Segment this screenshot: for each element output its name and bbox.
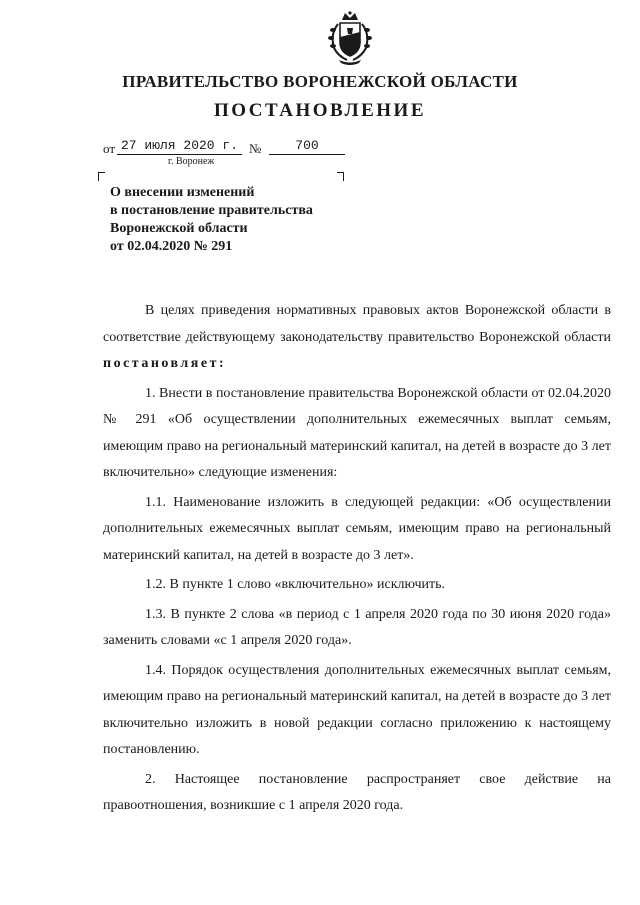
preamble-text: В целях приведения нормативных правовых актов Воронежской области в соответствие действующему законодательству правительство Воронежской области bbox=[103, 303, 611, 345]
resolves-keyword: постановляет: bbox=[103, 356, 227, 371]
preamble-paragraph bbox=[103, 298, 611, 378]
document-date: 27 июля 2020 г. bbox=[117, 138, 242, 155]
subject-line: в постановление правительства bbox=[110, 203, 313, 218]
document-subject bbox=[110, 184, 370, 256]
document-number: 700 bbox=[269, 138, 345, 155]
date-prefix-label: от bbox=[103, 141, 116, 156]
subject-bracket-right bbox=[337, 172, 344, 181]
coat-of-arms-emblem-icon bbox=[325, 10, 375, 66]
subject-line: О внесении изменений bbox=[110, 185, 255, 200]
subject-line: от 02.04.2020 № 291 bbox=[110, 239, 233, 254]
organization-title: ПРАВИТЕЛЬСТВО ВОРОНЕЖСКОЙ ОБЛАСТИ bbox=[122, 72, 518, 91]
clause-1-4: 1.4. Порядок осуществления дополнительных ежемесячных выплат семьям, имеющим право на региональный материнский капитал, на детей в возрасте до 3 лет включительно изложить в новой редакции согласно приложению к настоящему постановлению. bbox=[103, 662, 611, 757]
document-body bbox=[103, 298, 611, 823]
subject-line: Воронежской области bbox=[110, 221, 248, 236]
issuing-city: г. Воронеж bbox=[168, 156, 215, 167]
clause-1-3: 1.3. В пункте 2 слова «в период с 1 апреля 2020 года по 30 июня 2020 года» заменить словами «с 1 апреля 2020 года». bbox=[103, 606, 611, 648]
clause-2: 2. Настоящее постановление распространяет свое действие на правоотношения, возникшие с 1 апреля 2020 года. bbox=[103, 771, 611, 813]
number-label: № bbox=[249, 141, 262, 156]
subject-bracket-left bbox=[98, 172, 105, 181]
document-type-heading: ПОСТАНОВЛЕНИЕ bbox=[213, 100, 427, 121]
clause-1-2: 1.2. В пункте 1 слово «включительно» исключить. bbox=[145, 577, 445, 592]
clause-1-1: 1.1. Наименование изложить в следующей редакции: «Об осуществлении дополнительных ежемесячных выплат семьям, имеющим право на региональный материнский капитал, на детей в возрасте до 3 лет». bbox=[103, 494, 611, 563]
clause-1: 1. Внести в постановление правительства Воронежской области от 02.04.2020 № 291 «Об осуществлении дополнительных ежемесячных выплат семьям, имеющим право на региональный материнский капитал, на детей в возрасте до 3 лет включительно» следующие изменения: bbox=[103, 385, 611, 480]
